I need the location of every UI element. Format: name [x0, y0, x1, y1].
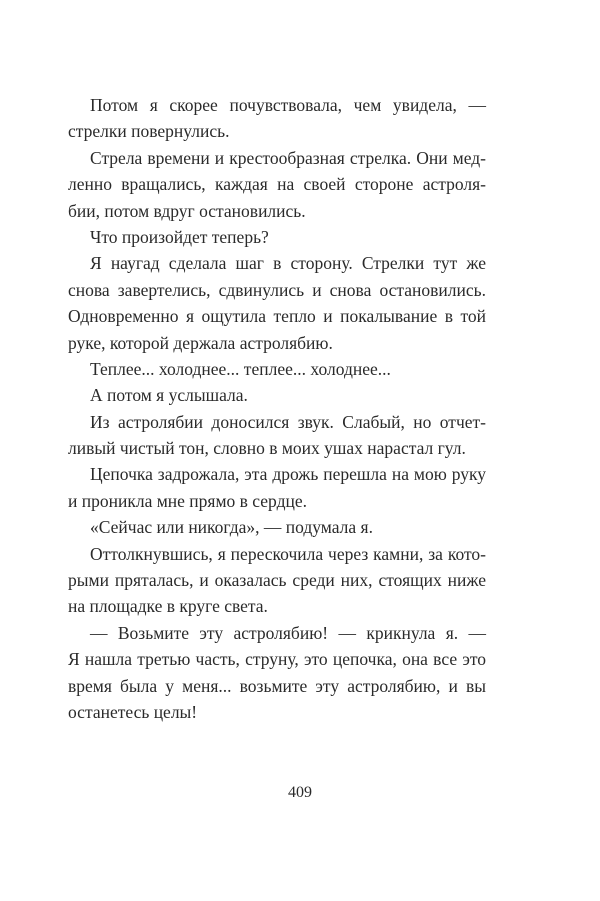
text-line: Я нашла третью часть, струну, это цепочка, она все это: [68, 649, 486, 670]
text-line: — Возьмите эту астролябию! — крикнула я. —: [90, 622, 486, 643]
text-line: ленно вращались, каждая на своей стороне астроля-: [68, 174, 486, 195]
text-line: руке, которой держала астролябию.: [68, 332, 333, 353]
page-body-text: [68, 92, 486, 725]
text-line: Потом я скорее почувствовала, чем увидела, —: [90, 95, 486, 115]
paragraph: [68, 409, 486, 462]
text-line: и проникла мне прямо в сердце.: [68, 490, 307, 511]
text-line: Из астролябии доносился звук. Слабый, но отчет-: [90, 411, 486, 432]
text-line: рыми пряталась, и оказалась среди них, стоящих ниже: [68, 570, 486, 591]
paragraph: [68, 541, 486, 620]
paragraph: [68, 250, 486, 356]
text-line: снова завертелись, сдвинулись и снова остановились.: [68, 279, 486, 300]
text-line: останетесь целы!: [68, 701, 198, 722]
text-line: Я наугад сделала шаг в сторону. Стрелки тут же: [90, 253, 486, 274]
text-line: «Сейчас или никогда», — подумала я.: [90, 517, 373, 538]
text-line: Оттолкнувшись, я перескочила через камни, за кото-: [90, 543, 486, 564]
text-line: время была у меня... возьмите эту астролябию, и вы: [68, 675, 486, 696]
text-line: А потом я услышала.: [90, 385, 248, 406]
text-line: Одновременно я ощутила тепло и покалывание в той: [68, 306, 486, 327]
page-number: 409: [288, 784, 312, 801]
paragraph: [68, 356, 486, 382]
text-line: стрелки повернулись.: [68, 121, 230, 142]
text-line: Цепочка задрожала, эта дрожь перешла на мою руку: [90, 464, 486, 485]
paragraph: [68, 145, 486, 224]
paragraph: [68, 514, 486, 540]
text-line: Что произойдет теперь?: [90, 226, 269, 247]
text-line: ливый чистый тон, словно в моих ушах нарастал гул.: [68, 438, 466, 459]
text-line: Стрела времени и крестообразная стрелка. Они мед-: [90, 147, 486, 168]
text-line: Теплее... холоднее... теплее... холоднее...: [90, 358, 391, 379]
paragraph: [68, 620, 486, 726]
text-line: бии, потом вдруг остановились.: [68, 200, 306, 221]
paragraph: [68, 92, 486, 145]
paragraph: [68, 224, 486, 250]
paragraph: [68, 382, 486, 408]
paragraph: [68, 461, 486, 514]
text-line: на площадке в круге света.: [68, 596, 268, 617]
